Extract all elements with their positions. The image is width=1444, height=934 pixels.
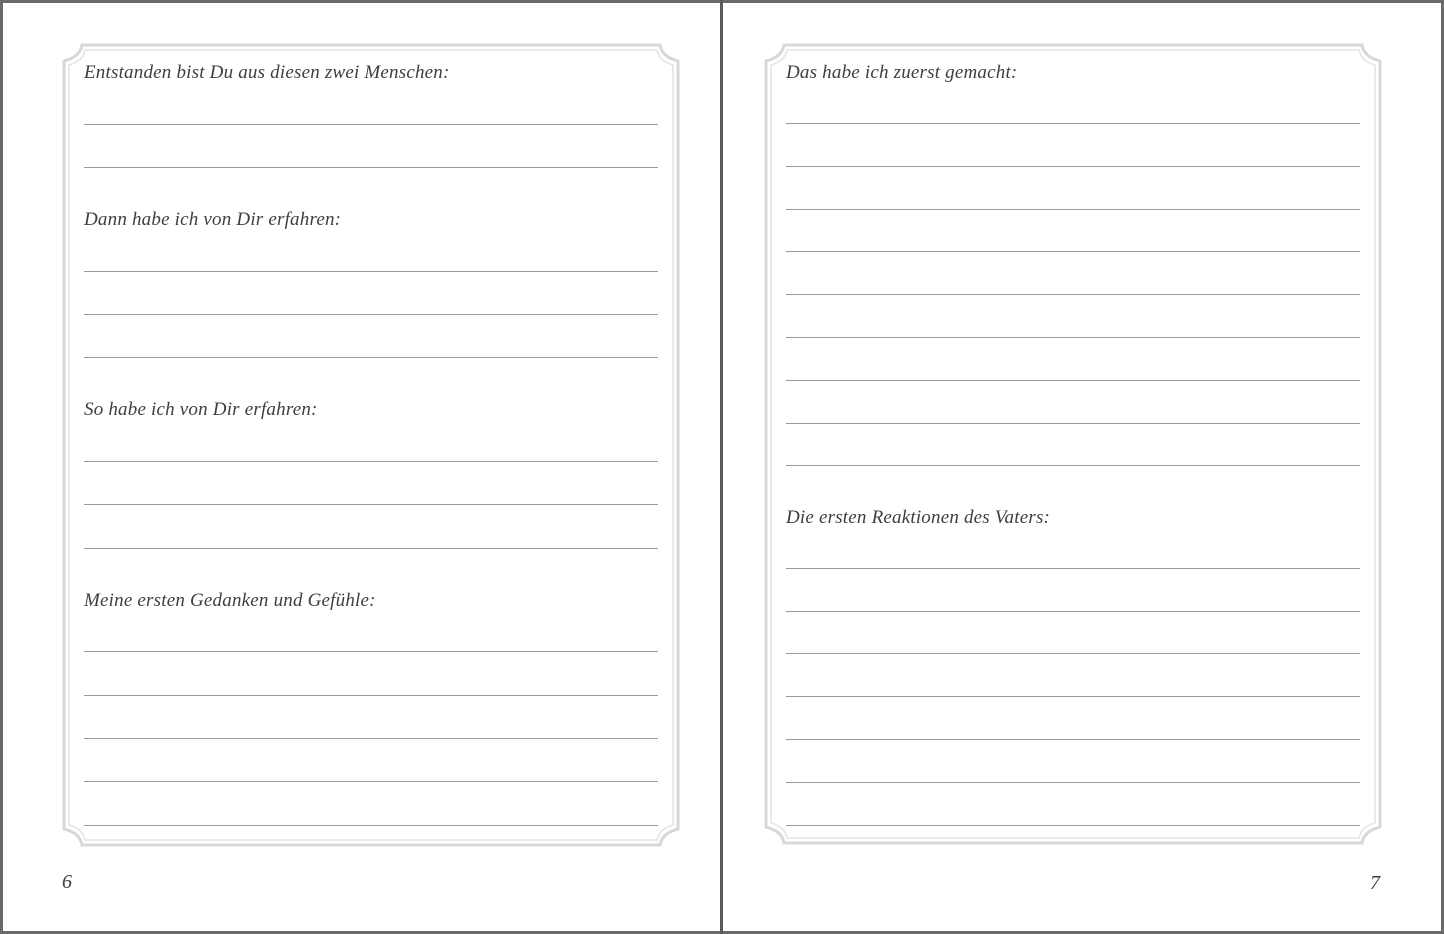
writing-line[interactable] [84, 124, 658, 125]
writing-line[interactable] [84, 167, 658, 168]
writing-line[interactable] [786, 251, 1360, 252]
writing-line[interactable] [84, 357, 658, 358]
writing-line[interactable] [786, 465, 1360, 466]
section-label-discovery: Dann habe ich von Dir erfahren: [84, 209, 342, 230]
writing-line[interactable] [84, 461, 658, 462]
writing-line[interactable] [84, 738, 658, 739]
writing-line[interactable] [786, 825, 1360, 826]
left-page [0, 0, 720, 934]
writing-line[interactable] [786, 294, 1360, 295]
writing-line[interactable] [84, 314, 658, 315]
section-label-origin: Entstanden bist Du aus diesen zwei Menschen: [84, 62, 450, 83]
writing-line[interactable] [84, 781, 658, 782]
writing-line[interactable] [786, 423, 1360, 424]
writing-line[interactable] [84, 651, 658, 652]
writing-line[interactable] [786, 739, 1360, 740]
section-label-first-thoughts: Meine ersten Gedanken und Gefühle: [84, 590, 376, 611]
writing-line[interactable] [84, 271, 658, 272]
page-number-left: 6 [62, 871, 72, 893]
writing-line[interactable] [786, 380, 1360, 381]
writing-line[interactable] [786, 782, 1360, 783]
decorative-frame [764, 43, 1382, 845]
writing-line[interactable] [84, 548, 658, 549]
section-label-how-discovered: So habe ich von Dir erfahren: [84, 399, 318, 420]
writing-line[interactable] [786, 611, 1360, 612]
writing-line[interactable] [786, 123, 1360, 124]
writing-line[interactable] [786, 337, 1360, 338]
right-page [723, 0, 1444, 934]
decorative-frame [62, 43, 680, 847]
page-number-right: 7 [1370, 872, 1380, 894]
section-label-first-actions: Das habe ich zuerst gemacht: [786, 62, 1018, 83]
writing-line[interactable] [84, 695, 658, 696]
writing-line[interactable] [84, 504, 658, 505]
writing-line[interactable] [786, 166, 1360, 167]
writing-line[interactable] [786, 568, 1360, 569]
writing-line[interactable] [84, 825, 658, 826]
writing-line[interactable] [786, 653, 1360, 654]
writing-line[interactable] [786, 209, 1360, 210]
writing-line[interactable] [786, 696, 1360, 697]
section-label-father-reactions: Die ersten Reaktionen des Vaters: [786, 507, 1051, 528]
